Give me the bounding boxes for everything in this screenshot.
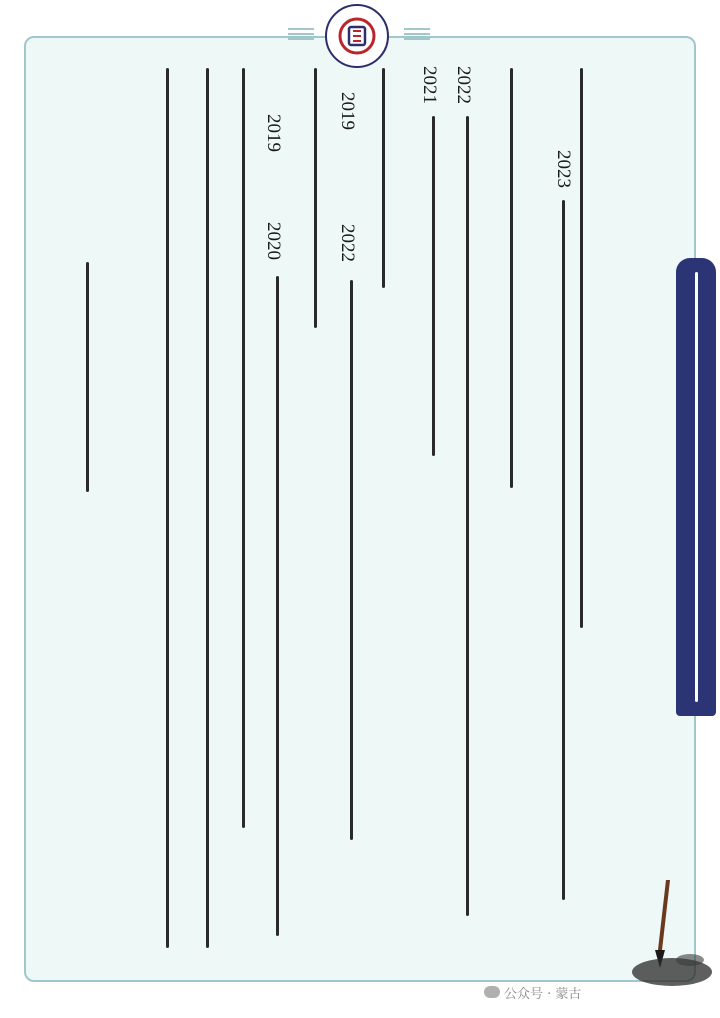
ink-brush-illustration-icon <box>620 880 720 1000</box>
column-4-script <box>276 276 279 936</box>
column-3-year-2: 2022 <box>337 224 358 262</box>
signature-script <box>86 262 89 492</box>
left-divider-ornament <box>288 28 314 42</box>
column-5-script <box>206 68 209 948</box>
column-6-script <box>166 68 169 948</box>
column-4-year: 2019 <box>263 114 284 152</box>
watermark-label: 公众号 · 蒙古 <box>504 986 582 1002</box>
column-2c-script <box>432 116 435 456</box>
column-1-year: 2023 <box>553 150 574 188</box>
column-3b-script <box>350 280 353 840</box>
column-2-year: 2022 <box>453 66 474 104</box>
column-3c-script <box>314 68 317 328</box>
column-3-year: 2019 <box>337 92 358 130</box>
right-divider-ornament <box>404 28 430 42</box>
round-seal-emblem-icon <box>325 4 389 68</box>
column-4b-script <box>242 68 245 828</box>
watermark <box>484 982 581 1002</box>
column-4-year-2: 2020 <box>263 222 284 260</box>
column-2b-script <box>466 116 469 916</box>
column-2-year-2: 2021 <box>419 66 440 104</box>
column-2-script <box>510 68 513 488</box>
title-banner <box>676 258 716 716</box>
title-script <box>695 272 698 702</box>
content-panel <box>24 36 696 982</box>
wechat-icon <box>484 986 500 998</box>
column-1-script <box>580 68 583 628</box>
column-1b-script <box>562 200 565 900</box>
column-3-script <box>382 68 385 288</box>
